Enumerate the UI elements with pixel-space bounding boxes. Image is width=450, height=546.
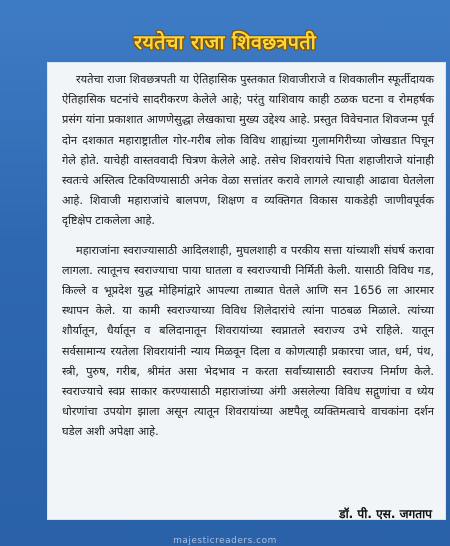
author-name: डॉ. पी. एस. जगताप xyxy=(339,507,432,521)
title-area xyxy=(0,28,450,55)
book-title: रयतेचा राजा शिवछत्रपती xyxy=(133,30,317,54)
website-url: majesticreaders.com xyxy=(173,536,277,546)
blurb-paragraph-2: महाराजांना स्वराज्यासाठी आदिलशाही, मुघलशाही व परकीय सत्ता यांच्याशी संघर्ष करावा लागला. त्यातूनच स्वराज्याचा पाया घातला व स्वराज्याची निर्मिती केली. यासाठी विविध गड, किल्ले व भूप्रदेश युद्ध मोहिमांद्वारे आपल्या ताब्यात घेतले आणि सन 1656 ला आरमार स्थापन केले. या कामी स्वराज्याच्या विविध शिलेदारांचे त्यांना पाठबळ मिळाले. त्यांच्या शौर्यातून, धैर्यातून व बलिदानातून शिवरायांच्या स्वप्नातले स्वराज्य उभे राहिले. यातून सर्वसामान्य रयतेला शिवरायांनी न्याय मिळवून दिला व कोणत्याही प्रकारचा जात, धर्म, पंथ, स्त्री, पुरुष, गरीब, श्रीमंत असा भेदभाव न करता सर्वांच्यासाठी स्वराज्य निर्माण केले. स्वराज्याचे स्वप्न साकार करण्यासाठी महाराजांच्या अंगी असलेल्या विविध सद्गुणांचा व ध्येय धोरणांचा उपयोग झाला असून त्यातून शिवरायांच्या अष्टपैलू व्यक्तिमत्वाचे वाचकांना दर्शन घडेल अशी अपेक्षा आहे. xyxy=(62,243,434,439)
blurb-text xyxy=(62,70,434,443)
blurb-paragraph-1: रयतेचा राजा शिवछत्रपती या ऐतिहासिक पुस्तकात शिवाजीराजे व शिवकालीन स्फूर्तीदायक ऐतिहासिक घटनांचे सादरीकरण केलेले आहे; परंतु याशिवाय काही ठळक घटना व रोमहर्षक प्रसंग यांना प्रकाशात आणणेसुद्धा लेखकाचा मुख्य उद्देश्य आहे. प्रस्तुत विवेचनात शिवजन्म पूर्व दोन दशकात महाराष्ट्रातील गोर-गरीब लोक विविध शाह्यांच्या गुलामगिरीच्या जोखडात पिचून गेले होते. याचेही वास्तववादी चित्रण केलेले आहे. तसेच शिवरायांचे पिता शहाजीराजे यांनाही स्वतःचे अस्तित्व टिकविण्यासाठी अनेक वेळा सत्तांतर करावे लागले त्याचाही आढावा घेतलेला आहे. शिवाजी महाराजांचे बालपण, शिक्षण व व्यक्तिगत विकास याकडेही जाणीवपूर्वक दृष्टिक्षेप टाकलेला आहे. xyxy=(62,73,434,228)
